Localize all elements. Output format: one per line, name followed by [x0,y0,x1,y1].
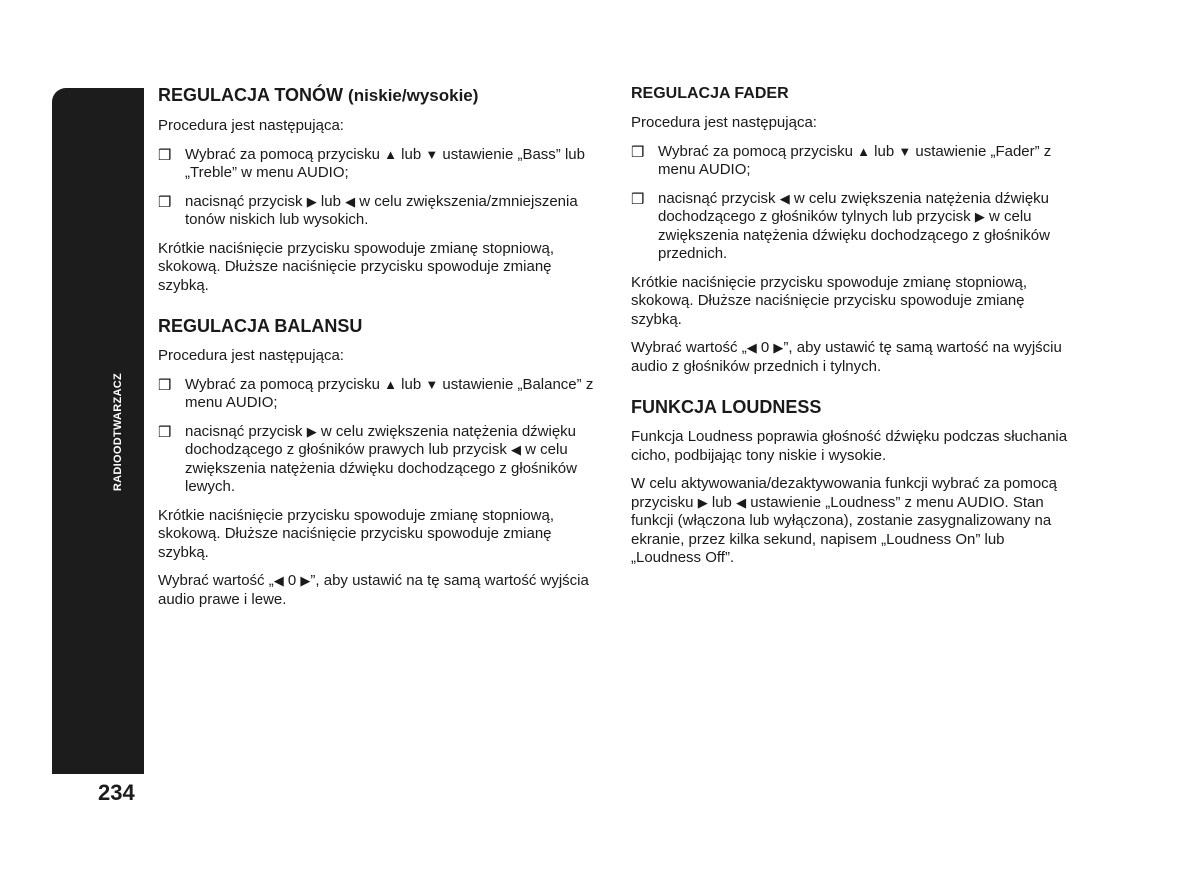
arrow-left-icon: ◀ [511,442,521,457]
zero-paragraph [631,339,1071,376]
arrow-left-icon: ◀ [746,340,757,355]
left-column [158,84,603,619]
procedure-intro: Procedura jest następująca: [158,117,344,134]
loudness-activation [631,475,1071,568]
zero-paragraph [158,572,603,609]
text: w celu zwiększenia natężenia dźwięku dochodzącego z głośników lewych. [185,441,577,495]
text: nacisnąć przycisk [185,192,303,210]
text: lub [401,375,422,393]
text: lub [711,493,732,511]
arrow-right-icon: ▶ [306,193,317,209]
section-title: REGULACJA BALANSU [158,316,363,336]
arrow-left-icon: ◀ [779,190,790,206]
arrow-right-icon: ▶ [974,209,985,224]
procedure-intro: Procedura jest następująca: [631,114,817,131]
procedure-intro: Procedura jest następująca: [158,347,344,364]
text: lub [874,142,895,160]
text: w celu zwiększenia/zmniejszenia tonów niskich lub wysokich. [185,192,578,228]
chapter-label: RADIOODTWARZACZ [112,372,124,492]
text: 0 [756,339,774,356]
arrow-right-icon: ▶ [306,423,317,439]
title-suffix: (niskie/wysokie) [348,86,479,105]
section-balance [158,315,603,609]
list-item [158,193,603,230]
text: w celu zwiększenia natężenia dźwięku dochodzącego z głośników prawych lub przycisk [185,422,577,458]
text: w celu zwiększenia natężenia dźwięku dochodzącego z głośników tylnych lub przycisk [658,189,1050,225]
section-fader [631,84,1071,376]
section-tones [158,84,603,295]
text: nacisnąć przycisk [185,422,303,440]
section-loudness [631,396,1071,568]
text: W celu aktywowania/dezaktywowania funkcji wybrać za pomocą przycisku [631,475,1058,511]
text: nacisnąć przycisk [658,189,776,207]
text: lub [320,192,341,210]
arrow-up-icon: ▲ [857,143,870,159]
list-item [158,376,603,413]
arrow-down-icon: ▼ [425,376,439,392]
arrow-left-icon: ◀ [345,193,356,209]
note-paragraph: Krótkie naciśnięcie przycisku spowoduje zmianę stopniową, skokową. Dłuższe naciśnięcie przycisku spowoduje zmianę szybką. [158,506,555,561]
text: Wybrać za pomocą przycisku [185,375,380,393]
text: ustawienie „Bass” lub „Treble” w menu AUDIO; [185,145,585,181]
arrow-up-icon: ▲ [384,146,397,162]
arrow-down-icon: ▼ [425,146,439,162]
text: ustawienie „Fader” z menu AUDIO; [658,142,1052,178]
right-column [631,84,1071,578]
bullet-box-icon: ❒ [631,143,645,161]
text: ustawienie „Balance” z menu AUDIO; [185,375,594,411]
list-item [631,190,1071,264]
bullet-box-icon: ❒ [158,146,172,164]
bullet-box-icon: ❒ [158,376,172,394]
bullet-box-icon: ❒ [158,423,172,441]
note-paragraph: Krótkie naciśnięcie przycisku spowoduje zmianę stopniową, skokową. Dłuższe naciśnięcie przycisku spowoduje zmianę szybką. [158,239,555,294]
loudness-description: Funkcja Loudness poprawia głośność dźwięku podczas słuchania cicho, podbijając tony niskie i wysokie. [631,428,1068,464]
text: Wybrać za pomocą przycisku [185,145,380,163]
list-item [158,146,603,183]
title-bold: REGULACJA TONÓW [158,85,344,105]
section-title [158,84,603,107]
page-number: 234 [98,780,135,805]
text: Wybrać wartość „ [631,339,747,356]
text: w celu zwiększenia natężenia dźwięku dochodzącego z głośników przednich. [658,208,1050,262]
arrow-right-icon: ▶ [697,494,708,510]
text: lub [401,145,422,163]
arrow-down-icon: ▼ [898,143,912,159]
text: Wybrać za pomocą przycisku [658,142,853,160]
section-title: REGULACJA FADER [631,85,789,102]
note-paragraph: Krótkie naciśnięcie przycisku spowoduje zmianę stopniową, skokową. Dłuższe naciśnięcie przycisku spowoduje zmianę szybką. [631,273,1028,328]
arrow-right-icon: ▶ [773,340,784,355]
list-item [158,423,603,497]
bullet-box-icon: ❒ [158,193,172,211]
text: ustawienie „Loudness” z menu AUDIO. Stan funkcji (włączona lub wyłączona), zostanie zasygnalizowany na ekranie, przez kilka sekund, napisem „Loudness On” lub „Loudness Off”. [631,493,1052,566]
text: 0 [283,572,301,589]
text: ”, aby ustawić tę samą wartość na wyjściu audio z głośników przednich i tylnych. [631,339,1062,375]
arrow-left-icon: ◀ [273,573,284,588]
section-title: FUNKCJA LOUDNESS [631,397,822,417]
bullet-box-icon: ❒ [631,190,645,208]
text: Wybrać wartość „ [158,572,274,589]
chapter-side-tab [52,88,144,774]
arrow-up-icon: ▲ [384,376,397,392]
arrow-left-icon: ◀ [736,494,747,510]
arrow-right-icon: ▶ [300,573,311,588]
list-item [631,143,1071,180]
text: ”, aby ustawić na tę samą wartość wyjścia audio prawe i lewe. [158,572,589,608]
